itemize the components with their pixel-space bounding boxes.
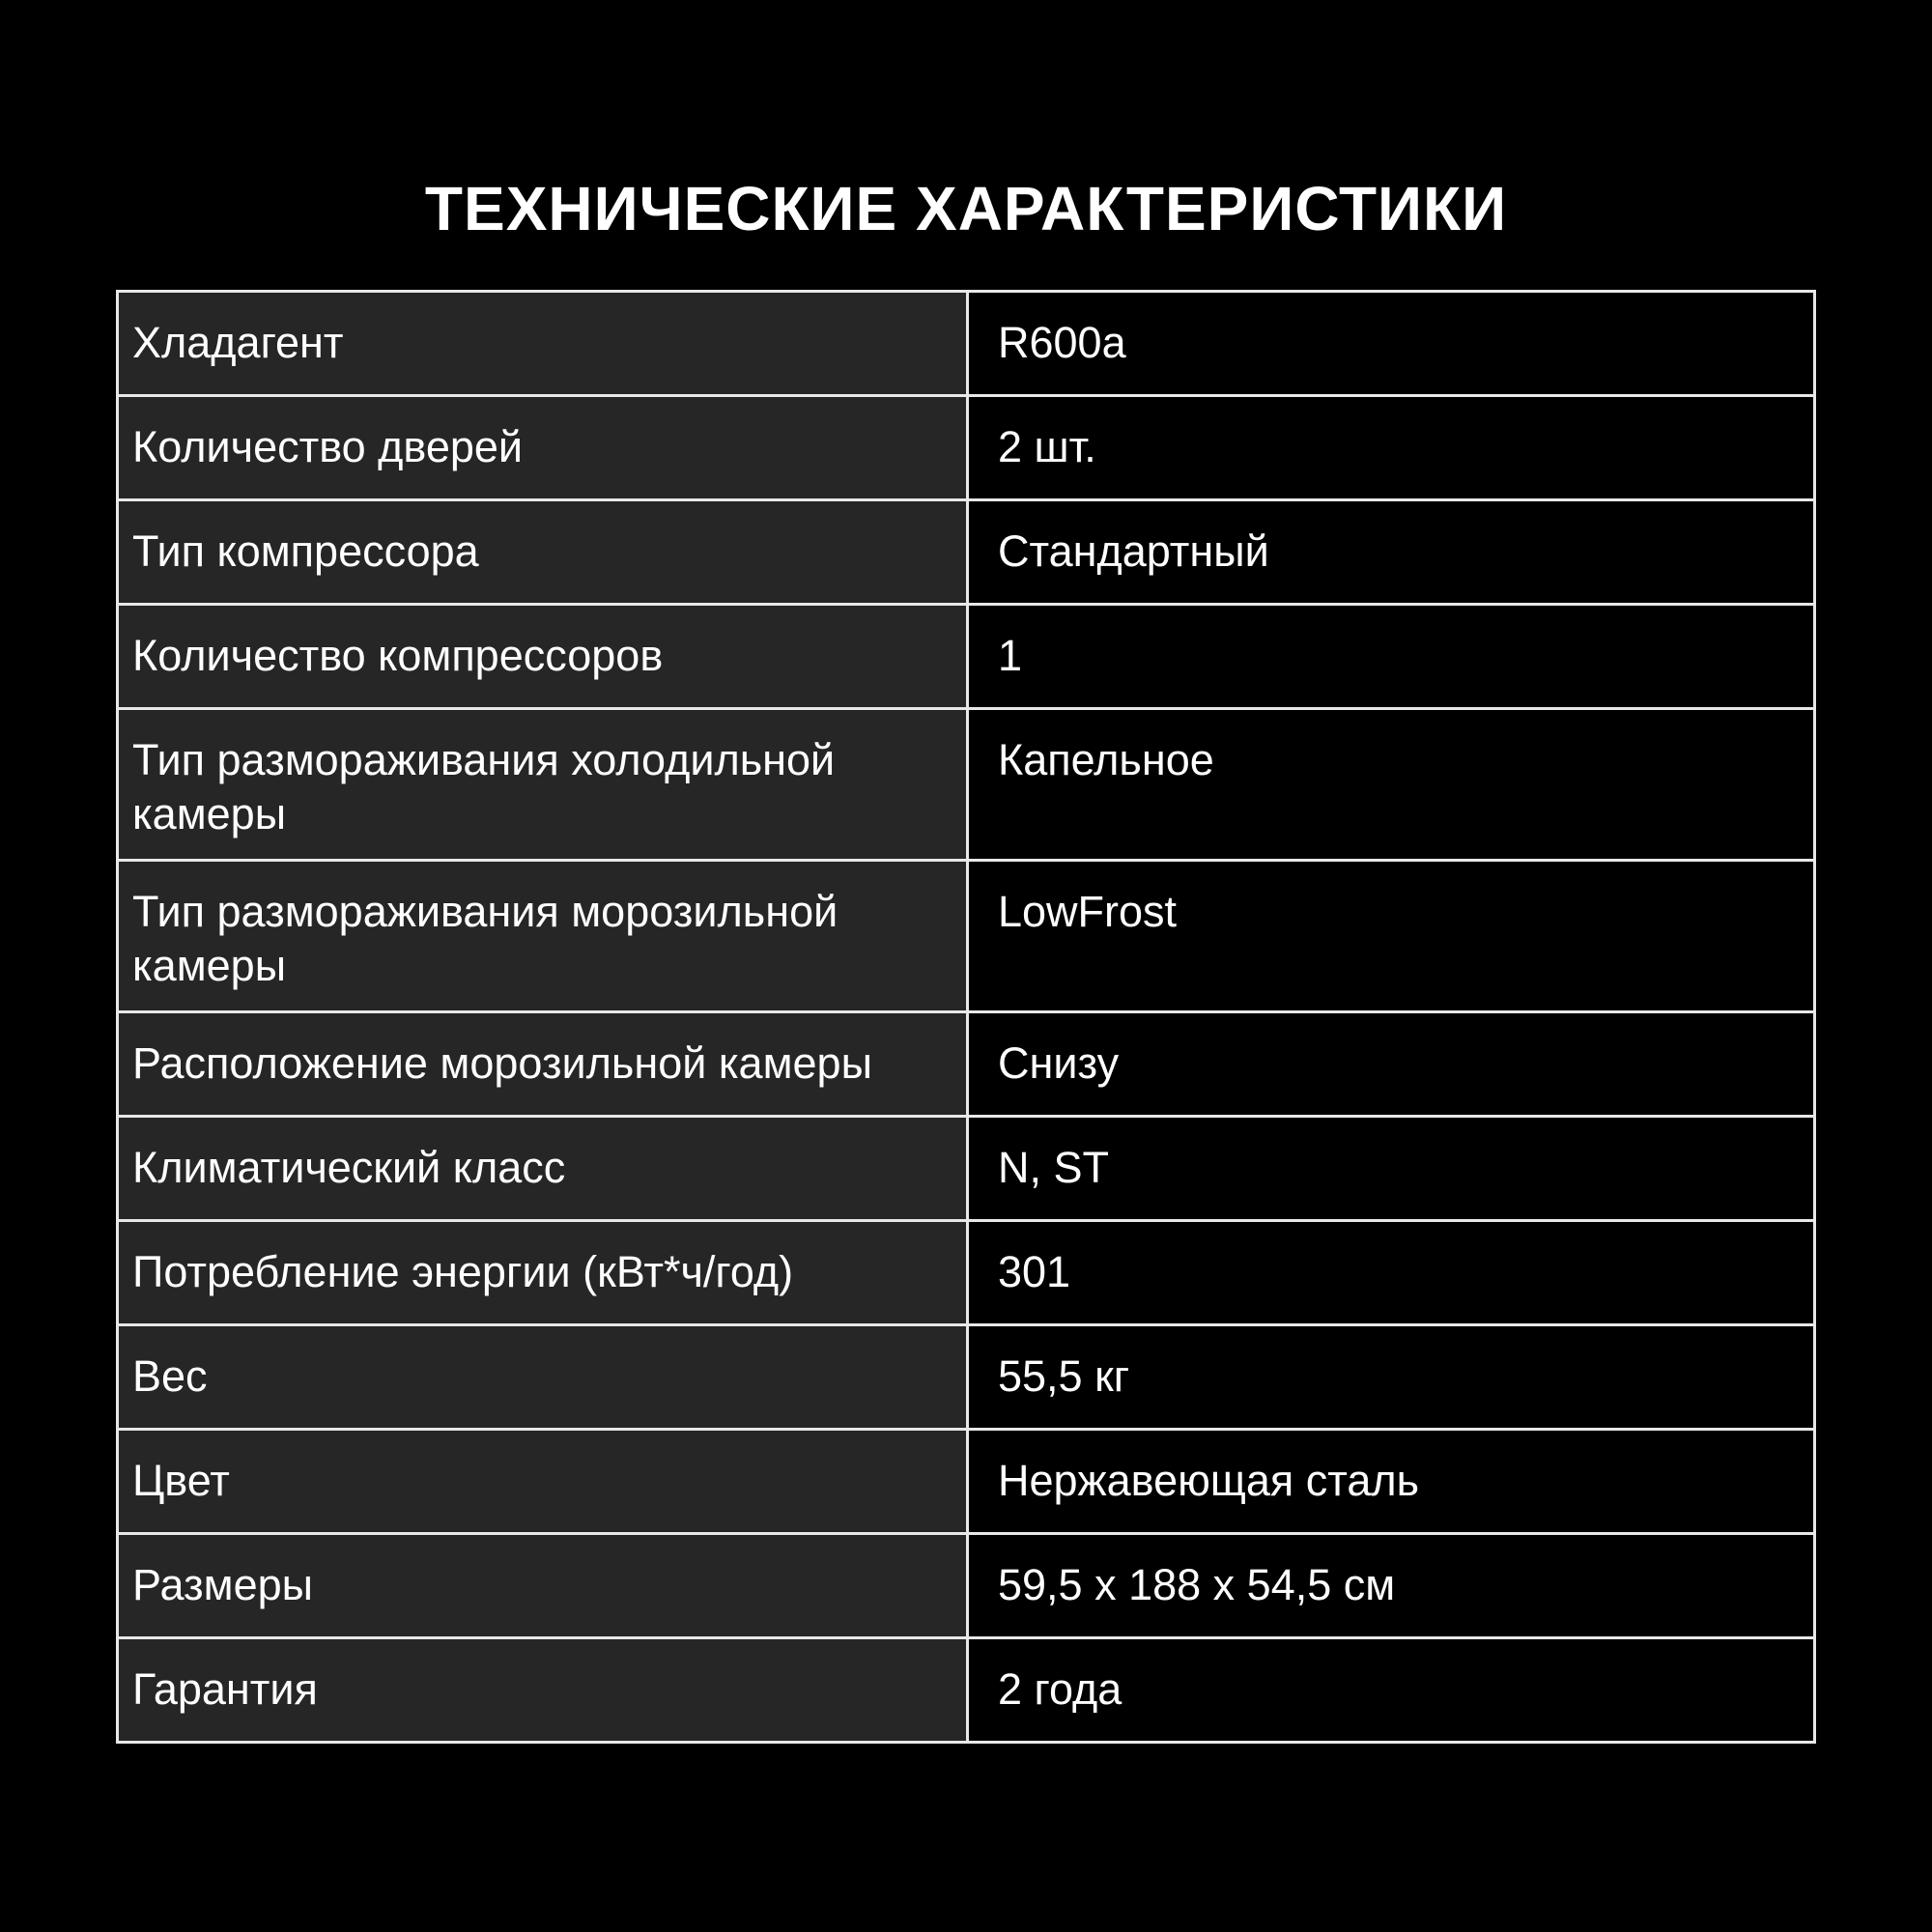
spec-value: Нержавеющая сталь (968, 1430, 1815, 1534)
spec-value: 301 (968, 1221, 1815, 1325)
table-row (118, 1221, 1815, 1325)
table-row (118, 1534, 1815, 1638)
spec-label: Тип компрессора (118, 500, 968, 605)
spec-label: Размеры (118, 1534, 968, 1638)
spec-table (116, 290, 1816, 1744)
spec-label: Хладагент (118, 292, 968, 396)
spec-value: Снизу (968, 1012, 1815, 1117)
table-row (118, 861, 1815, 1012)
table-row (118, 292, 1815, 396)
spec-label: Количество компрессоров (118, 605, 968, 709)
table-row (118, 396, 1815, 500)
table-row (118, 1430, 1815, 1534)
spec-value: LowFrost (968, 861, 1815, 1012)
spec-value: 2 шт. (968, 396, 1815, 500)
spec-value: 2 года (968, 1638, 1815, 1743)
table-row (118, 709, 1815, 861)
spec-label: Потребление энергии (кВт*ч/год) (118, 1221, 968, 1325)
spec-label: Тип размораживания холодильной камеры (118, 709, 968, 861)
spec-value: 55,5 кг (968, 1325, 1815, 1430)
table-row (118, 1012, 1815, 1117)
table-row (118, 500, 1815, 605)
spec-label: Гарантия (118, 1638, 968, 1743)
spec-label: Количество дверей (118, 396, 968, 500)
table-row (118, 1638, 1815, 1743)
page-title: ТЕХНИЧЕСКИЕ ХАРАКТЕРИСТИКИ (424, 174, 1508, 243)
table-row (118, 1325, 1815, 1430)
spec-label: Климатический класс (118, 1117, 968, 1221)
spec-value: N, ST (968, 1117, 1815, 1221)
spec-label: Расположение морозильной камеры (118, 1012, 968, 1117)
spec-label: Тип размораживания морозильной камеры (118, 861, 968, 1012)
table-row (118, 605, 1815, 709)
spec-label: Цвет (118, 1430, 968, 1534)
spec-label: Вес (118, 1325, 968, 1430)
table-row (118, 1117, 1815, 1221)
spec-value: R600a (968, 292, 1815, 396)
spec-value: Стандартный (968, 500, 1815, 605)
spec-value: Капельное (968, 709, 1815, 861)
spec-value: 1 (968, 605, 1815, 709)
spec-value: 59,5 x 188 x 54,5 см (968, 1534, 1815, 1638)
